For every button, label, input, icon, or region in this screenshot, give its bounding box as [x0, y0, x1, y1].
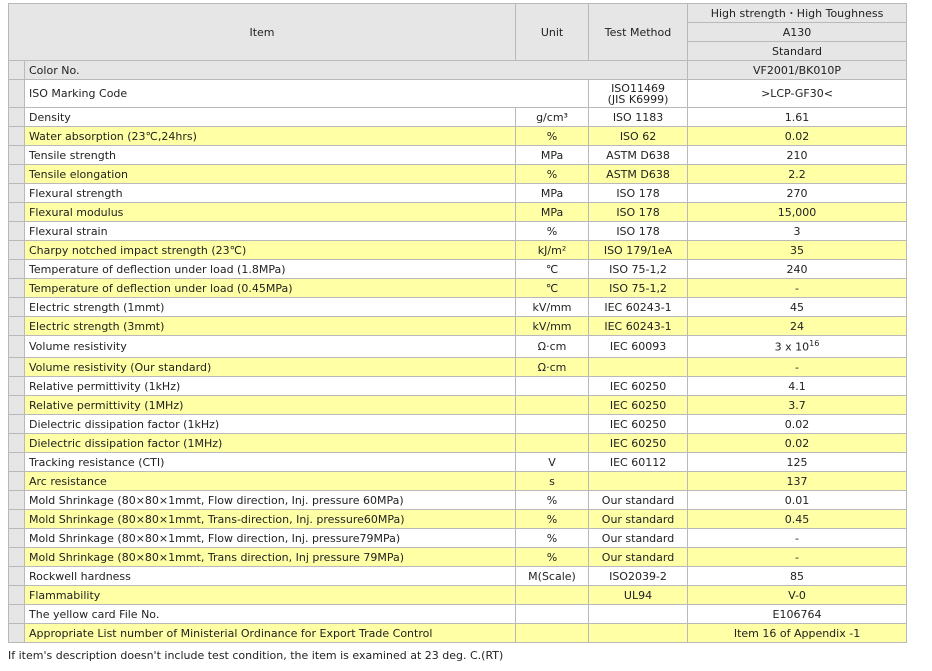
property-name: Flexural strain: [25, 222, 516, 241]
table-row: [9, 165, 907, 184]
table-row: [9, 415, 907, 434]
property-name: Mold Shrinkage (80×80×1mmt, Flow direction, Inj. pressure 60MPa): [25, 491, 516, 510]
table-row: [9, 567, 907, 586]
property-unit: [516, 415, 589, 434]
property-test-method: [589, 624, 688, 643]
property-name: Electric strength (3mmt): [25, 317, 516, 336]
property-value: 3: [688, 222, 907, 241]
property-test-method: Our standard: [589, 548, 688, 567]
property-test-method: IEC 60250: [589, 377, 688, 396]
properties-table: [8, 3, 907, 643]
property-test-method: ISO 1183: [589, 108, 688, 127]
property-unit: %: [516, 548, 589, 567]
property-value: V-0: [688, 586, 907, 605]
header-grade-group: High strength・High Toughness: [688, 4, 907, 23]
property-unit: s: [516, 472, 589, 491]
property-test-method: IEC 60250: [589, 434, 688, 453]
property-name: Tracking resistance (CTI): [25, 453, 516, 472]
property-name: Arc resistance: [25, 472, 516, 491]
property-test-method: ISO 75-1,2: [589, 279, 688, 298]
iso-marking-label: ISO Marking Code: [25, 80, 589, 108]
table-row: [9, 434, 907, 453]
property-name: Dielectric dissipation factor (1MHz): [25, 434, 516, 453]
property-test-method: Our standard: [589, 491, 688, 510]
property-name: The yellow card File No.: [25, 605, 516, 624]
property-test-method: ISO 179/1eA: [589, 241, 688, 260]
property-name: Volume resistivity: [25, 336, 516, 358]
property-name: Flexural modulus: [25, 203, 516, 222]
property-unit: MPa: [516, 184, 589, 203]
property-unit: [516, 396, 589, 415]
table-row: [9, 241, 907, 260]
table-row: [9, 548, 907, 567]
property-unit: %: [516, 165, 589, 184]
table-row: [9, 605, 907, 624]
property-value: 0.02: [688, 434, 907, 453]
property-value: 137: [688, 472, 907, 491]
property-name: Dielectric dissipation factor (1kHz): [25, 415, 516, 434]
property-value: -: [688, 529, 907, 548]
property-test-method: ISO 75-1,2: [589, 260, 688, 279]
property-name: Rockwell hardness: [25, 567, 516, 586]
property-value: 85: [688, 567, 907, 586]
property-name: Flammability: [25, 586, 516, 605]
property-value: 0.02: [688, 127, 907, 146]
table-row: [9, 358, 907, 377]
property-test-method: IEC 60093: [589, 336, 688, 358]
property-name: Charpy notched impact strength (23℃): [25, 241, 516, 260]
table-row: [9, 146, 907, 165]
property-unit: ℃: [516, 260, 589, 279]
property-value: -: [688, 548, 907, 567]
property-value: 45: [688, 298, 907, 317]
property-test-method: IEC 60112: [589, 453, 688, 472]
row-stub: [9, 260, 25, 279]
property-unit: [516, 605, 589, 624]
property-unit: %: [516, 127, 589, 146]
property-unit: %: [516, 529, 589, 548]
property-test-method: ISO 178: [589, 184, 688, 203]
row-stub: [9, 586, 25, 605]
row-stub: [9, 317, 25, 336]
table-row: [9, 586, 907, 605]
property-value: 35: [688, 241, 907, 260]
property-test-method: IEC 60243-1: [589, 298, 688, 317]
property-unit: [516, 434, 589, 453]
property-name: Mold Shrinkage (80×80×1mmt, Trans-direction, Inj. pressure60MPa): [25, 510, 516, 529]
row-stub: [9, 396, 25, 415]
row-stub: [9, 165, 25, 184]
property-value: E106764: [688, 605, 907, 624]
property-name: Relative permittivity (1MHz): [25, 396, 516, 415]
property-unit: V: [516, 453, 589, 472]
property-unit: Ω·cm: [516, 336, 589, 358]
property-value: -: [688, 279, 907, 298]
property-value: 270: [688, 184, 907, 203]
row-stub: [9, 453, 25, 472]
property-unit: kJ/m²: [516, 241, 589, 260]
header-grade-type: Standard: [688, 42, 907, 61]
property-name: Water absorption (23℃,24hrs): [25, 127, 516, 146]
row-stub: [9, 529, 25, 548]
row-stub: [9, 279, 25, 298]
property-value: [688, 336, 907, 358]
row-stub: [9, 336, 25, 358]
property-test-method: [589, 605, 688, 624]
property-unit: ℃: [516, 279, 589, 298]
header-grade: A130: [688, 23, 907, 42]
table-row: [9, 184, 907, 203]
table-row: [9, 336, 907, 358]
property-test-method: ASTM D638: [589, 146, 688, 165]
property-unit: MPa: [516, 146, 589, 165]
color-no-row: [9, 61, 907, 80]
row-stub: [9, 358, 25, 377]
property-value: 210: [688, 146, 907, 165]
table-row: [9, 222, 907, 241]
property-name: Tensile elongation: [25, 165, 516, 184]
row-stub: [9, 624, 25, 643]
iso-marking-method-line1: ISO11469: [611, 81, 665, 95]
row-stub: [9, 241, 25, 260]
property-name: Volume resistivity (Our standard): [25, 358, 516, 377]
property-test-method: ISO 178: [589, 203, 688, 222]
row-stub: [9, 298, 25, 317]
property-unit: MPa: [516, 203, 589, 222]
iso-marking-method: [589, 80, 688, 108]
table-row: [9, 377, 907, 396]
property-value: 24: [688, 317, 907, 336]
property-unit: kV/mm: [516, 298, 589, 317]
row-stub: [9, 548, 25, 567]
property-unit: %: [516, 510, 589, 529]
row-stub: [9, 61, 25, 80]
row-stub: [9, 472, 25, 491]
property-value: 0.02: [688, 415, 907, 434]
row-stub: [9, 605, 25, 624]
property-unit: Ω·cm: [516, 358, 589, 377]
row-stub: [9, 184, 25, 203]
table-row: [9, 127, 907, 146]
property-value: 15,000: [688, 203, 907, 222]
property-value: 0.45: [688, 510, 907, 529]
row-stub: [9, 415, 25, 434]
property-test-method: IEC 60250: [589, 415, 688, 434]
property-name: Flexural strength: [25, 184, 516, 203]
property-name: Relative permittivity (1kHz): [25, 377, 516, 396]
value-base: 3 x 10: [774, 340, 810, 354]
property-name: Mold Shrinkage (80×80×1mmt, Trans direction, Inj pressure 79MPa): [25, 548, 516, 567]
row-stub: [9, 127, 25, 146]
row-stub: [9, 567, 25, 586]
table-row: [9, 396, 907, 415]
property-unit: M(Scale): [516, 567, 589, 586]
property-unit: %: [516, 222, 589, 241]
property-test-method: IEC 60250: [589, 396, 688, 415]
property-unit: g/cm³: [516, 108, 589, 127]
table-row: [9, 472, 907, 491]
table-row: [9, 279, 907, 298]
table-row: [9, 453, 907, 472]
iso-marking-value: >LCP-GF30<: [688, 80, 907, 108]
property-name: Density: [25, 108, 516, 127]
table-row: [9, 510, 907, 529]
table-row: [9, 260, 907, 279]
property-value: 125: [688, 453, 907, 472]
property-name: Temperature of deflection under load (0.45MPa): [25, 279, 516, 298]
header-item: Item: [9, 4, 516, 61]
property-unit: kV/mm: [516, 317, 589, 336]
property-unit: [516, 624, 589, 643]
property-unit: [516, 377, 589, 396]
property-name: Mold Shrinkage (80×80×1mmt, Flow direction, Inj. pressure79MPa): [25, 529, 516, 548]
table-row: [9, 624, 907, 643]
property-value: 0.01: [688, 491, 907, 510]
row-stub: [9, 491, 25, 510]
property-name: Tensile strength: [25, 146, 516, 165]
property-unit: %: [516, 491, 589, 510]
table-row: [9, 203, 907, 222]
property-value: 1.61: [688, 108, 907, 127]
iso-marking-method-line2: (JIS K6999): [607, 92, 669, 106]
iso-marking-row: [9, 80, 907, 108]
header-test-method: Test Method: [589, 4, 688, 61]
table-row: [9, 108, 907, 127]
property-test-method: ASTM D638: [589, 165, 688, 184]
row-stub: [9, 203, 25, 222]
property-test-method: ISO2039-2: [589, 567, 688, 586]
row-stub: [9, 222, 25, 241]
property-name: Electric strength (1mmt): [25, 298, 516, 317]
property-test-method: ISO 178: [589, 222, 688, 241]
table-row: [9, 298, 907, 317]
table-row: [9, 491, 907, 510]
row-stub: [9, 108, 25, 127]
table-row: [9, 317, 907, 336]
row-stub: [9, 510, 25, 529]
row-stub: [9, 434, 25, 453]
property-name: Appropriate List number of Ministerial Ordinance for Export Trade Control: [25, 624, 516, 643]
property-name: Temperature of deflection under load (1.8MPa): [25, 260, 516, 279]
row-stub: [9, 377, 25, 396]
color-no-label: Color No.: [25, 61, 688, 80]
property-value: 4.1: [688, 377, 907, 396]
property-value: 2.2: [688, 165, 907, 184]
property-test-method: IEC 60243-1: [589, 317, 688, 336]
property-test-method: UL94: [589, 586, 688, 605]
property-value: -: [688, 358, 907, 377]
row-stub: [9, 80, 25, 108]
property-value: 240: [688, 260, 907, 279]
property-test-method: [589, 358, 688, 377]
property-unit: [516, 586, 589, 605]
table-row: [9, 529, 907, 548]
footnote: If item's description doesn't include test condition, the item is examined at 23 deg. C.(RT): [8, 649, 504, 662]
header-unit: Unit: [516, 4, 589, 61]
property-test-method: Our standard: [589, 510, 688, 529]
property-test-method: [589, 472, 688, 491]
property-test-method: ISO 62: [589, 127, 688, 146]
property-test-method: Our standard: [589, 529, 688, 548]
row-stub: [9, 146, 25, 165]
property-value: 3.7: [688, 396, 907, 415]
property-value: Item 16 of Appendix -1: [688, 624, 907, 643]
color-no-value: VF2001/BK010P: [688, 61, 907, 80]
value-exponent: 16: [809, 339, 820, 349]
